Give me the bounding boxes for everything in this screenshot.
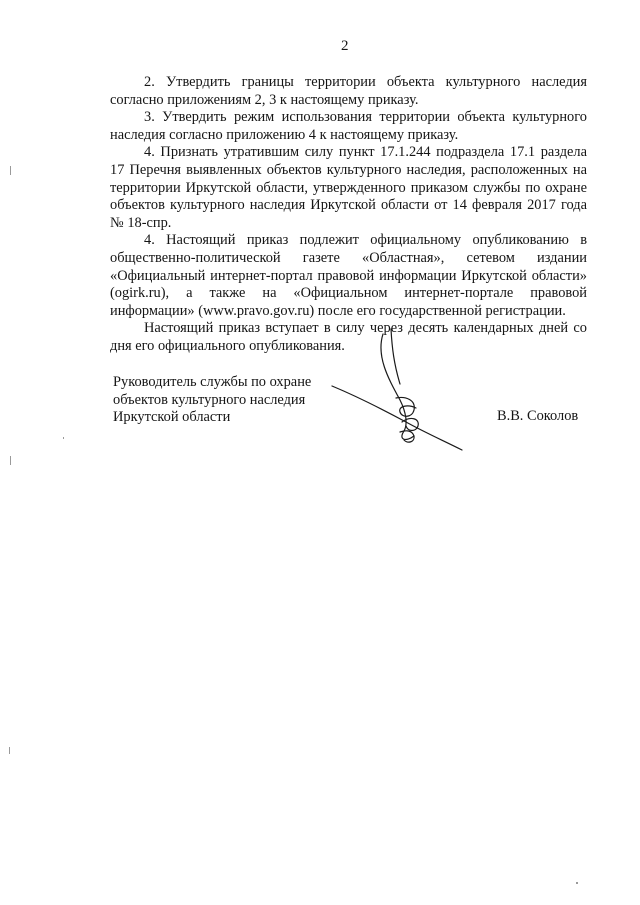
scan-mark [63, 437, 64, 439]
page-number: 2 [341, 38, 349, 54]
scan-mark [10, 166, 11, 175]
signatory-name: В.В. Соколов [497, 408, 579, 424]
scan-mark [576, 882, 578, 884]
scan-mark [10, 456, 11, 465]
paragraph-approve-boundaries: 2. Утвердить границы территории объекта культурного наследия согласно приложениям 2, 3 к настоящему приказу. [110, 74, 587, 108]
scan-mark [9, 747, 10, 754]
document-body [110, 74, 587, 356]
paragraph-approve-usage-regime: 3. Утвердить режим использования территории объекта культурного наследия согласно приложению 4 к настоящему приказу. [110, 109, 587, 143]
paragraph-revoke-clause: 4. Признать утратившим силу пункт 17.1.244 подраздела 17.1 раздела 17 Перечня выявленных объектов культурного наследия, расположенных на территории Иркутской области, утвержденного приказом службы по охране объектов культурного наследия Иркутской области от 14 февраля 2017 года № 18-спр. [110, 144, 587, 231]
handwritten-signature [328, 326, 468, 456]
signatory-position-line: Руководитель службы по охране [113, 374, 312, 390]
signatory-position [113, 374, 343, 427]
signature-ink [332, 329, 462, 450]
signatory-position-line: объектов культурного наследия [113, 391, 306, 408]
signatory-position-line: Иркутской области [113, 409, 231, 426]
paragraph-publication: 4. Настоящий приказ подлежит официальному опубликованию в общественно-политической газете «Областная», сетевом издании «Официальный интернет-портал правовой информации Иркутской области» (ogirk.ru), а также на «Официальном интернет-портале правовой информации» (www.pravo.gov.ru) после его государственной регистрации. [110, 232, 587, 319]
paragraph-entry-into-force: Настоящий приказ вступает в силу через десять календарных дней со дня его официального опубликования. [110, 320, 587, 354]
